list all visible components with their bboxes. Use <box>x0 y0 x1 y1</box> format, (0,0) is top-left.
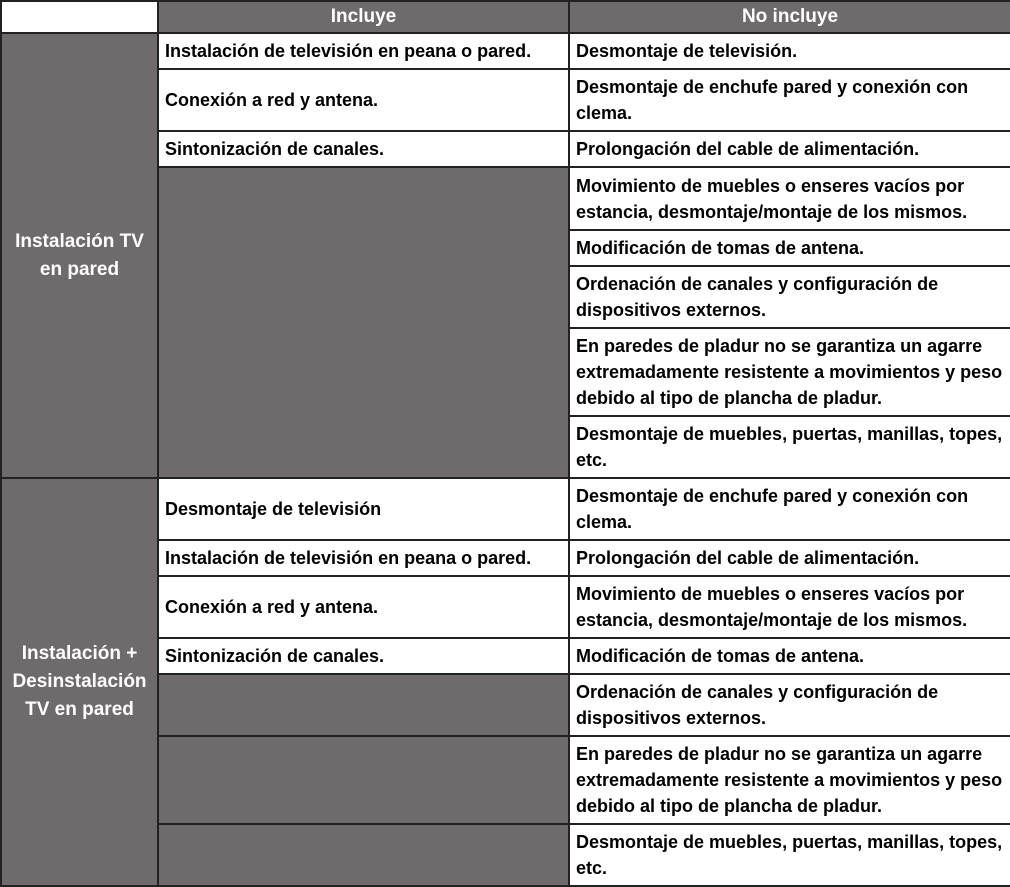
no-incluye-cell: Desmontaje de televisión. <box>569 33 1010 69</box>
category-instalacion-desinstalacion-tv: Instalación + Desinstalación TV en pared <box>1 478 158 886</box>
incluye-empty-cell <box>158 824 569 886</box>
category-instalacion-tv: Instalación TV en pared <box>1 33 158 478</box>
incluye-cell: Desmontaje de televisión <box>158 478 569 540</box>
no-incluye-cell: Ordenación de canales y configuración de dispositivos externos. <box>569 266 1010 328</box>
incluye-cell: Conexión a red y antena. <box>158 576 569 638</box>
incluye-cell: Sintonización de canales. <box>158 131 569 167</box>
header-no-incluye: No incluye <box>569 1 1010 33</box>
incluye-cell: Sintonización de canales. <box>158 638 569 674</box>
no-incluye-cell: Modificación de tomas de antena. <box>569 230 1010 266</box>
incluye-cell: Conexión a red y antena. <box>158 69 569 131</box>
no-incluye-cell: En paredes de pladur no se garantiza un agarre extremadamente resistente a movimientos y peso debido al tipo de plancha de pladur. <box>569 328 1010 416</box>
incluye-cell: Instalación de televisión en peana o pared. <box>158 33 569 69</box>
no-incluye-cell: Desmontaje de enchufe pared y conexión con clema. <box>569 478 1010 540</box>
no-incluye-cell: Movimiento de muebles o enseres vacíos por estancia, desmontaje/montaje de los mismos. <box>569 167 1010 230</box>
incluye-empty-cell <box>158 674 569 736</box>
header-incluye: Incluye <box>158 1 569 33</box>
no-incluye-cell: Desmontaje de enchufe pared y conexión con clema. <box>569 69 1010 131</box>
no-incluye-cell: Prolongación del cable de alimentación. <box>569 540 1010 576</box>
no-incluye-cell: Desmontaje de muebles, puertas, manillas, topes, etc. <box>569 416 1010 478</box>
header-blank-cell <box>1 1 158 33</box>
no-incluye-cell: Ordenación de canales y configuración de dispositivos externos. <box>569 674 1010 736</box>
no-incluye-cell: Prolongación del cable de alimentación. <box>569 131 1010 167</box>
incluye-empty-cell <box>158 167 569 478</box>
no-incluye-cell: Movimiento de muebles o enseres vacíos por estancia, desmontaje/montaje de los mismos. <box>569 576 1010 638</box>
table-row <box>1 478 1010 540</box>
no-incluye-cell: Modificación de tomas de antena. <box>569 638 1010 674</box>
incluye-empty-cell <box>158 736 569 824</box>
no-incluye-cell: Desmontaje de muebles, puertas, manillas, topes, etc. <box>569 824 1010 886</box>
incluye-cell: Instalación de televisión en peana o pared. <box>158 540 569 576</box>
no-incluye-cell: En paredes de pladur no se garantiza un agarre extremadamente resistente a movimientos y peso debido al tipo de plancha de pladur. <box>569 736 1010 824</box>
table-row <box>1 33 1010 69</box>
header-row <box>1 1 1010 33</box>
